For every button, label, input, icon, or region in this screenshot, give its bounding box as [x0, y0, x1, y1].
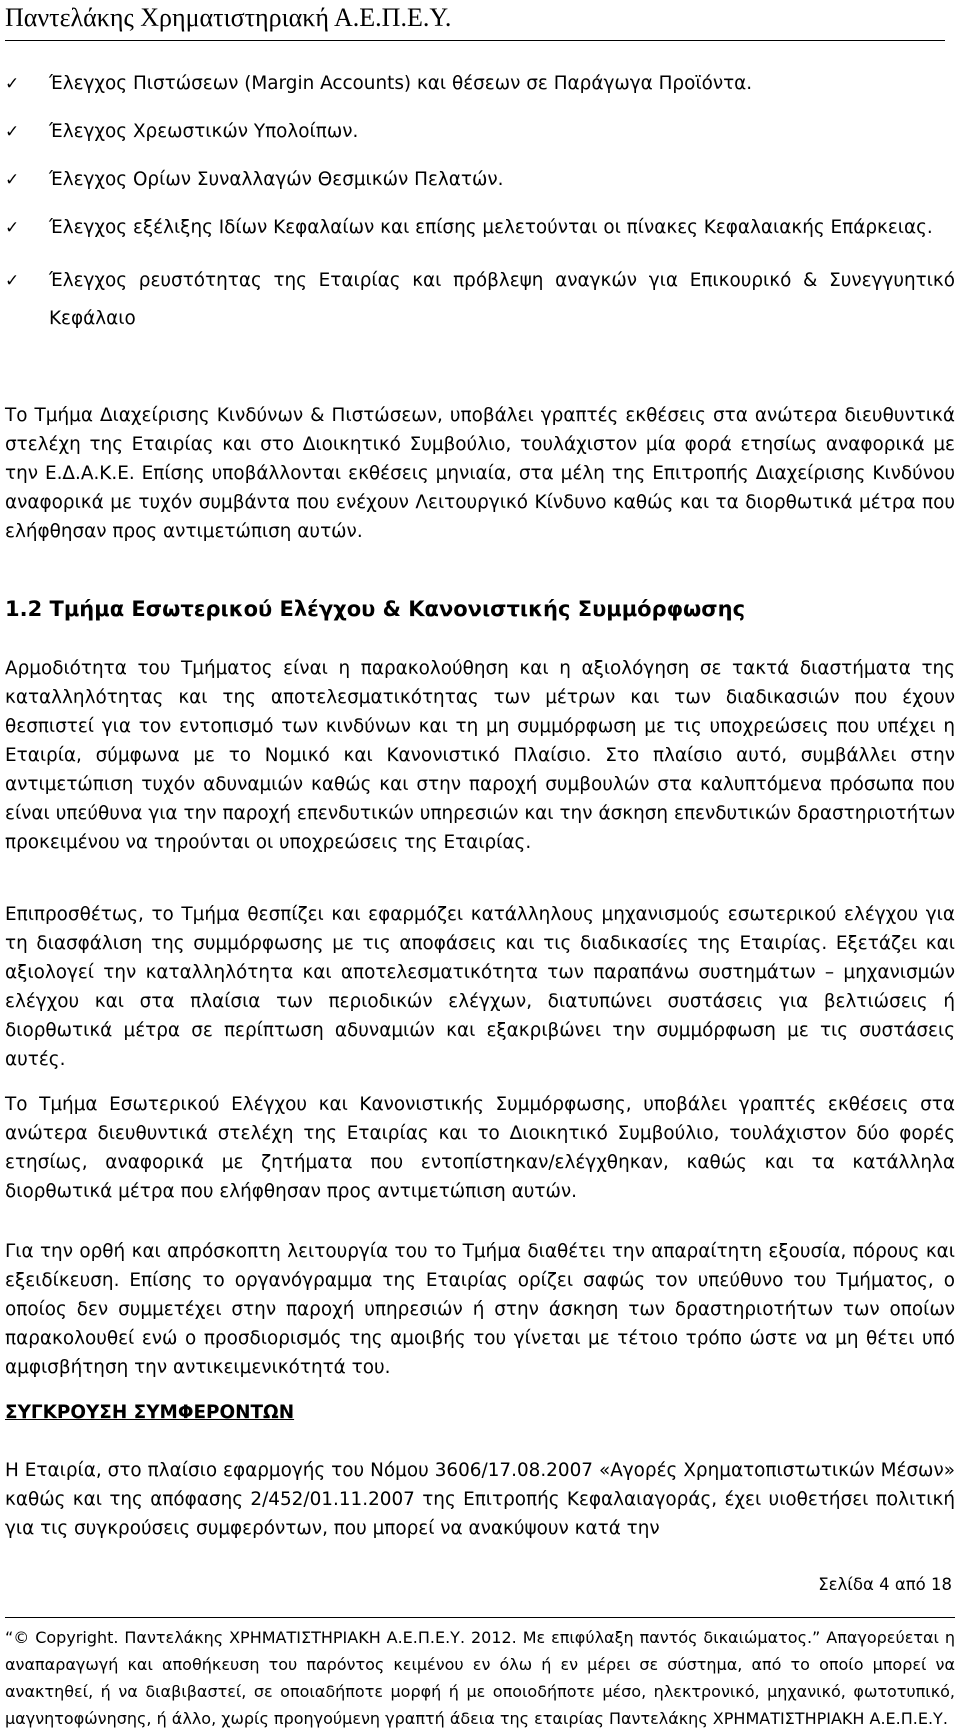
page-number: Σελίδα 4 από 18: [818, 1575, 952, 1594]
checkmark-icon: ✓: [5, 218, 20, 238]
checklist-item-text: Έλεγχος Πιστώσεων (Margin Accounts) και θέσεων σε Παράγωγα Προϊόντα.: [49, 73, 753, 94]
checkmark-icon: ✓: [5, 74, 20, 94]
checklist-item: [5, 70, 955, 98]
checklist-item: [5, 118, 955, 146]
section-paragraph: Το Τμήμα Εσωτερικού Ελέγχου και Κανονιστικής Συμμόρφωσης, υποβάλει γραπτές εκθέσεις στα ανώτερα διευθυντικά στελέχη της Εταιρίας και το Διοικητικό Συμβούλιο, τουλάχιστον δύο φορές ετησίως, αναφορικά με ζητήματα που εντοπίστηκαν/ελέγχθηκαν, καθώς και τα κατάλληλα διορθωτικά μέτρα που ελήφθησαν προς αντιμετώπιση αυτών.: [5, 1094, 955, 1202]
section-paragraph: Αρμοδιότητα του Τμήματος είναι η παρακολούθηση και η αξιολόγηση σε τακτά διαστήματα της καταλληλότητας και της αποτελεσματικότητας των μέτρων και των διαδικασιών που έχουν θεσπιστεί για τον εντοπισμό των κινδύνων και τη μη συμμόρφωση με τις υποχρεώσεις που υπέχει η Εταιρία, σύμφωνα με το Νομικό και Κανονιστικό Πλαίσιο. Στο πλαίσιο αυτό, συμβάλλει στην αντιμετώπιση τυχόν αδυναμιών καθώς και στην παροχή συμβουλών στα καλυπτόμενα πρόσωπα που είναι υπεύθυνα για την παροχή επενδυτικών υπηρεσιών και την άσκηση επενδυτικών δραστηριοτήτων προκειμένου να τηρούνται οι υποχρεώσεις της Εταιρίας.: [5, 658, 955, 853]
checklist-item-text: Έλεγχος εξέλιξης Ιδίων Κεφαλαίων και επίσης μελετούνται οι πίνακες Κεφαλαιακής Επάρκειας.: [49, 217, 933, 238]
checklist: [5, 70, 955, 358]
risk-paragraph: Το Τμήμα Διαχείρισης Κινδύνων & Πιστώσεων, υποβάλει γραπτές εκθέσεις στα ανώτερα διευθυντικά στελέχη της Εταιρίας και στο Διοικητικό Συμβούλιο, τουλάχιστον μία φορά ετησίως αναφορικά με την Ε.Δ.Α.Κ.Ε. Επίσης υποβάλλονται εκθέσεις μηνιαία, στα μέλη της Επιτροπής Διαχείρισης Κινδύνου αναφορικά με τυχόν συμβάντα που ενέχουν Λειτουργικό Κίνδυνο καθώς και τα διορθωτικά μέτρα που ελήφθησαν προς αντιμετώπιση αυτών.: [5, 405, 955, 542]
conflict-paragraph: Η Εταιρία, στο πλαίσιο εφαρμογής του Νόμου 3606/17.08.2007 «Αγορές Χρηματοπιστωτικών Μέσων» καθώς και της απόφασης 2/452/01.11.2007 της Επιτροπής Κεφαλαιαγοράς, έχει υιοθετήσει πολιτική για τις συγκρούσεις συμφερόντων, που μπορεί να ανακύψουν κατά την: [5, 1460, 955, 1539]
section-title: Τμήμα Εσωτερικού Ελέγχου & Κανονιστικής Συμμόρφωσης: [49, 597, 746, 621]
section-heading: [5, 594, 955, 624]
checkmark-icon: ✓: [5, 122, 20, 142]
checkmark-icon: ✓: [5, 170, 20, 190]
checkmark-icon: ✓: [5, 271, 20, 291]
section-number: 1.2: [5, 597, 43, 621]
checklist-item: [5, 166, 955, 194]
page-header-title: Παντελάκης Χρηματιστηριακή Α.Ε.Π.Ε.Υ.: [5, 2, 945, 41]
section-paragraph: Για την ορθή και απρόσκοπτη λειτουργία του το Τμήμα διαθέτει την απαραίτητη εξουσία, πόρους και εξειδίκευση. Επίσης το οργανόγραμμα της Εταιρίας ορίζει σαφώς τον υπεύθυνο του Τμήματος, ο οποίος δεν συμμετέχει στην παροχή υπηρεσιών ή στην άσκηση των δραστηριοτήτων των οποίων παρακολουθεί ενώ ο προσδιορισμός της αμοιβής του γίνεται με τέτοιο τρόπο ώστε να μη θέτει υπό αμφισβήτηση την αντικειμενικότητά του.: [5, 1241, 955, 1378]
copyright-footer: “© Copyright. Παντελάκης ΧΡΗΜΑΤΙΣΤΗΡΙΑΚΗ Α.Ε.Π.Ε.Υ. 2012. Με επιφύλαξη παντός δικαιώματος.” Απαγορεύεται η αναπαραγωγή και αποθήκευση του παρόντος κειμένου εν όλω ή εν μέρει σε σύστημα, από το οποίο μπορεί να ανακτηθεί, ή να διαβιβαστεί, σε οποιαδήποτε μορφή ή με οποιοδήποτε μέσο, ηλεκτρονικό, μηχανικό, φωτοτυπικό, μαγνητοφώνησης, ή άλλο, χωρίς προηγούμενη γραπτή άδεια της εταιρίας Παντελάκης ΧΡΗΜΑΤΙΣΤΗΡΙΑΚΗ Α.Ε.Π.Ε.Υ.: [5, 1617, 955, 1732]
checklist-item: [5, 262, 955, 338]
checklist-item-text: Έλεγχος ρευστότητας της Εταιρίας και πρόβλεψη αναγκών για Επικουρικό & Συνεγγυητικό Κεφάλαιο: [49, 270, 955, 329]
section-paragraph: Επιπροσθέτως, το Τμήμα θεσπίζει και εφαρμόζει κατάλληλους μηχανισμούς εσωτερικού ελέγχου για τη διασφάλιση της συμμόρφωσης με τις αποφάσεις και τις διαδικασίες της Εταιρίας. Εξετάζει και αξιολογεί την καταλληλότητα και αποτελεσματικότητα των παραπάνω συστημάτων – μηχανισμών ελέγχου και στα πλαίσια των περιοδικών ελέγχων, διατυπώνει συστάσεις για βελτιώσεις ή διορθωτικά μέτρα σε περίπτωση αδυναμιών και εξακριβώνει την συμμόρφωση με τις συστάσεις αυτές.: [5, 904, 955, 1070]
checklist-item-text: Έλεγχος Ορίων Συναλλαγών Θεσμικών Πελατών.: [49, 169, 504, 190]
conflict-heading: ΣΥΓΚΡΟΥΣΗ ΣΥΜΦΕΡΟΝΤΩΝ: [5, 1402, 295, 1423]
checklist-item-text: Έλεγχος Χρεωστικών Υπολοίπων.: [49, 121, 359, 142]
checklist-item: [5, 214, 955, 242]
